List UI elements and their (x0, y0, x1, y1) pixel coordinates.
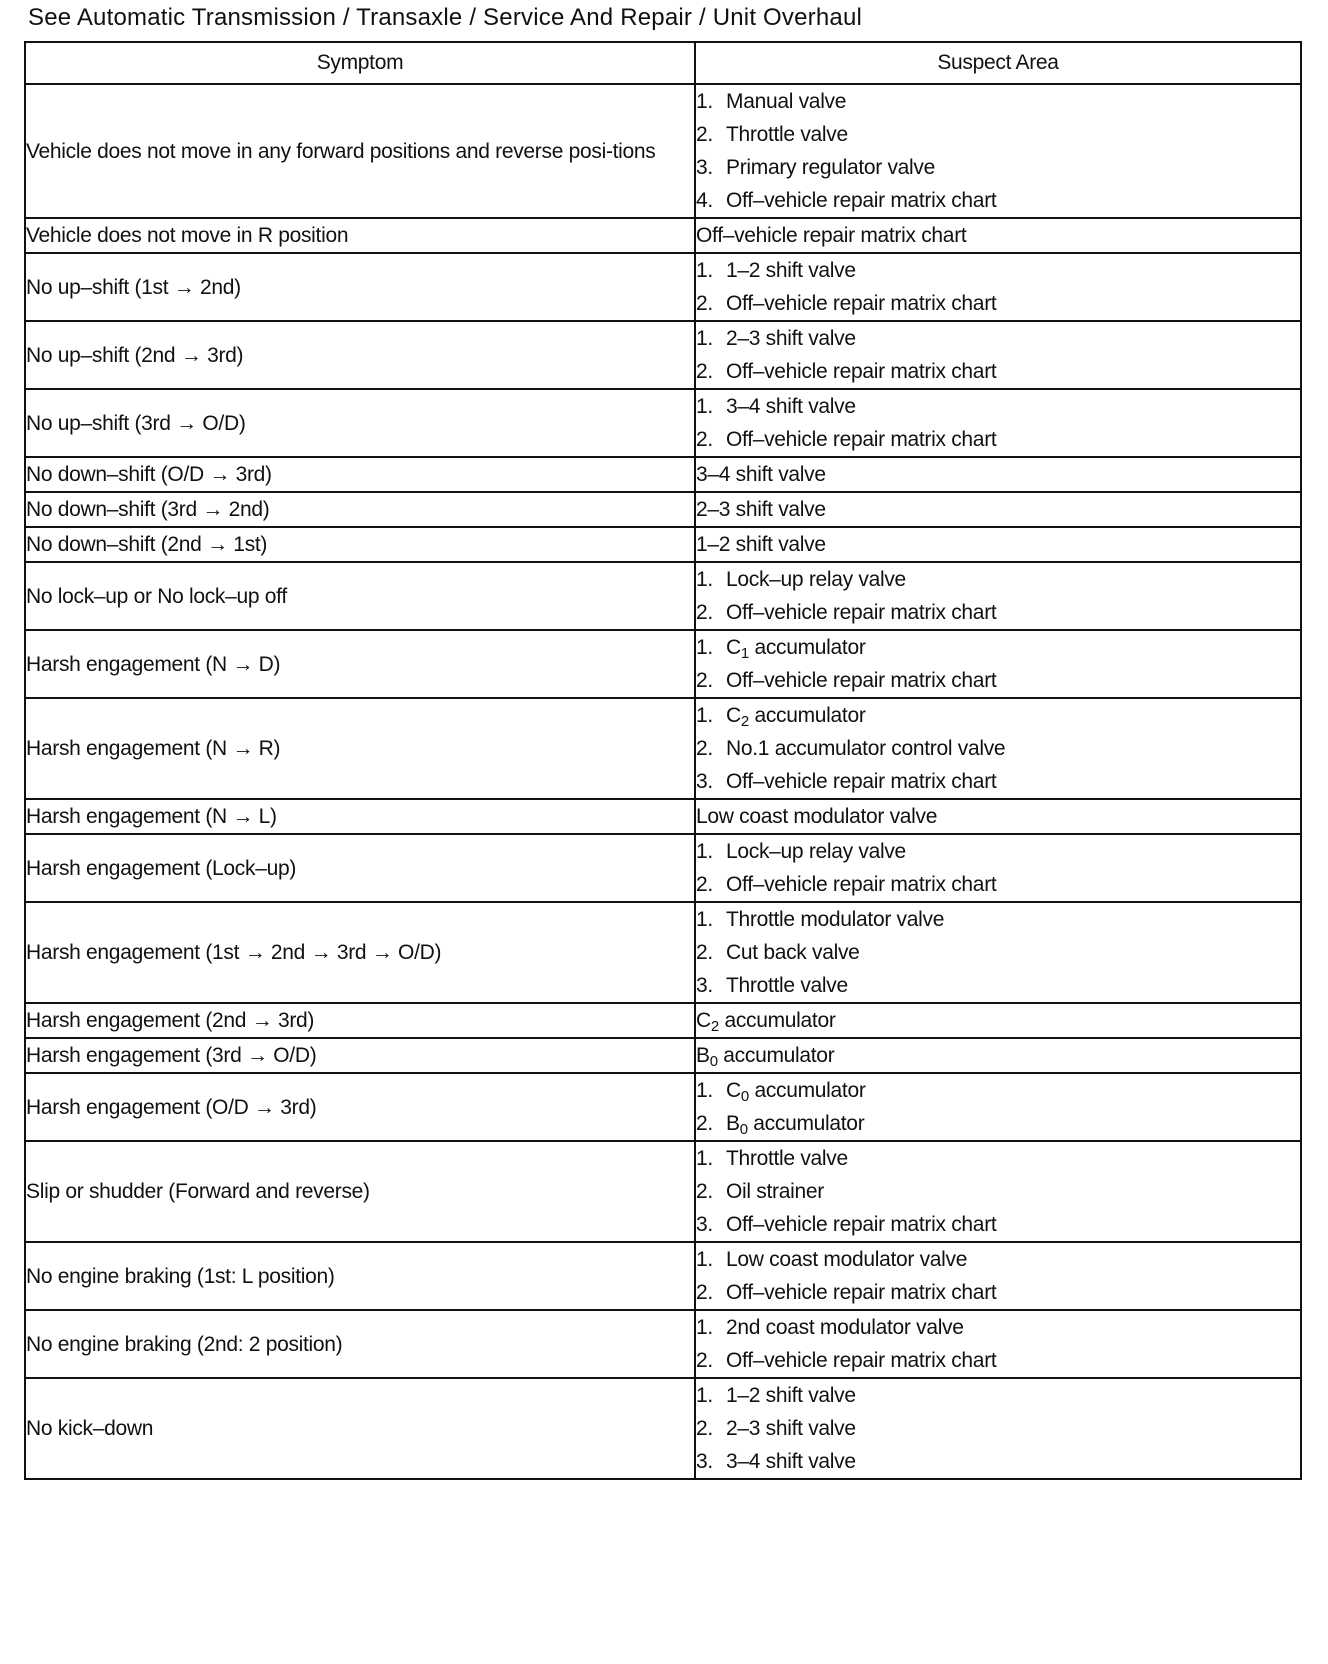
symptom-cell: Harsh engagement (Lock–up) (25, 834, 695, 902)
suspect-item (696, 390, 1300, 423)
suspect-text: Off–vehicle repair matrix chart (726, 669, 997, 692)
symptom-cell: Vehicle does not move in R position (25, 218, 695, 253)
suspect-text: $C_1$ accumulator (726, 636, 866, 662)
suspect-item (696, 1142, 1300, 1175)
suspect-item (696, 596, 1300, 629)
suspect-text: Manual valve (726, 90, 847, 113)
symptom-cell: Harsh engagement (N → L) (25, 799, 695, 834)
item-number: 1. (696, 840, 713, 863)
item-number: 2. (696, 1417, 713, 1440)
suspect-item (696, 118, 1300, 151)
suspect-text: Off–vehicle repair matrix chart (726, 292, 997, 315)
symptom-cell: No up–shift (2nd → 3rd) (25, 321, 695, 389)
suspect-area-column-header: Suspect Area (695, 42, 1301, 84)
suspect-area-cell (695, 1003, 1301, 1038)
suspect-item (696, 1311, 1300, 1344)
item-number: 1. (696, 636, 713, 659)
table-row (25, 698, 1301, 799)
suspect-text: Off–vehicle repair matrix chart (726, 1349, 997, 1372)
item-number: 2. (696, 941, 713, 964)
suspect-text: Lock–up relay valve (726, 568, 906, 591)
table-row (25, 1310, 1301, 1378)
suspect-text: 1–2 shift valve (726, 259, 856, 282)
suspect-text: $C_2$ accumulator (726, 704, 866, 730)
suspect-text: Primary regulator valve (726, 156, 936, 179)
symptom-cell: Harsh engagement (3rd → O/D) (25, 1038, 695, 1073)
item-number: 2. (696, 873, 713, 896)
suspect-text: $B_0$ accumulator (696, 1044, 835, 1070)
suspect-area-cell (695, 1378, 1301, 1479)
suspect-text: Oil strainer (726, 1180, 824, 1203)
symptom-cell: Harsh engagement (1st → 2nd → 3rd → O/D) (25, 902, 695, 1003)
item-number: 2. (696, 292, 713, 315)
suspect-area-cell (695, 562, 1301, 630)
suspect-text: Throttle valve (726, 1147, 848, 1170)
item-number: 3. (696, 974, 713, 997)
suspect-item (696, 287, 1300, 320)
suspect-item (696, 732, 1300, 765)
suspect-item (696, 151, 1300, 184)
item-number: 2. (696, 428, 713, 451)
suspect-text: 1–2 shift valve (696, 533, 826, 556)
suspect-item (696, 835, 1300, 868)
suspect-text: Lock–up relay valve (726, 840, 906, 863)
item-number: 1. (696, 568, 713, 591)
suspect-item (696, 1039, 1300, 1072)
suspect-area-cell (695, 527, 1301, 562)
table-row (25, 389, 1301, 457)
symptom-cell: No lock–up or No lock–up off (25, 562, 695, 630)
table-row (25, 1378, 1301, 1479)
symptom-cell: No up–shift (3rd → O/D) (25, 389, 695, 457)
table-row (25, 1242, 1301, 1310)
symptom-cell: No down–shift (3rd → 2nd) (25, 492, 695, 527)
reference-line: See Automatic Transmission / Transaxle / Service And Repair / Unit Overhaul (28, 4, 863, 31)
table-body (25, 84, 1301, 1479)
item-number: 3. (696, 1450, 713, 1473)
item-number: 1. (696, 90, 713, 113)
suspect-item (696, 1175, 1300, 1208)
suspect-text: 3–4 shift valve (726, 395, 856, 418)
table-row (25, 562, 1301, 630)
item-number: 3. (696, 156, 713, 179)
diagnosis-table (24, 41, 1302, 1480)
table-row (25, 218, 1301, 253)
suspect-item (696, 219, 1300, 252)
suspect-text: Off–vehicle repair matrix chart (726, 1281, 997, 1304)
suspect-area-cell (695, 1141, 1301, 1242)
suspect-item (696, 423, 1300, 456)
item-number: 2. (696, 601, 713, 624)
symptom-cell: Harsh engagement (O/D → 3rd) (25, 1073, 695, 1141)
item-number: 4. (696, 189, 713, 212)
item-number: 1. (696, 704, 713, 727)
suspect-item (696, 563, 1300, 596)
suspect-area-cell (695, 492, 1301, 527)
symptom-column-header: Symptom (25, 42, 695, 84)
item-number: 1. (696, 1384, 713, 1407)
suspect-item (696, 458, 1300, 491)
suspect-item (696, 1276, 1300, 1309)
suspect-item (696, 355, 1300, 388)
symptom-cell: No kick–down (25, 1378, 695, 1479)
suspect-item (696, 1074, 1300, 1107)
item-number: 1. (696, 327, 713, 350)
suspect-area-cell (695, 1038, 1301, 1073)
item-number: 3. (696, 770, 713, 793)
table-row (25, 834, 1301, 902)
suspect-area-cell (695, 321, 1301, 389)
suspect-item (696, 631, 1300, 664)
suspect-item (696, 493, 1300, 526)
suspect-area-cell (695, 457, 1301, 492)
table-row (25, 1003, 1301, 1038)
suspect-area-cell (695, 218, 1301, 253)
suspect-text: $C_0$ accumulator (726, 1079, 866, 1105)
suspect-item (696, 1379, 1300, 1412)
suspect-item (696, 1004, 1300, 1037)
suspect-text: Throttle valve (726, 974, 848, 997)
symptom-cell: No down–shift (2nd → 1st) (25, 527, 695, 562)
suspect-area-cell (695, 698, 1301, 799)
suspect-item (696, 903, 1300, 936)
item-number: 1. (696, 1147, 713, 1170)
suspect-text: $C_2$ accumulator (696, 1009, 836, 1035)
table-row (25, 799, 1301, 834)
table-header-row (25, 42, 1301, 84)
item-number: 2. (696, 1112, 713, 1135)
item-number: 1. (696, 1248, 713, 1271)
suspect-item (696, 800, 1300, 833)
table-row (25, 492, 1301, 527)
suspect-area-cell (695, 834, 1301, 902)
suspect-text: No.1 accumulator control valve (726, 737, 1006, 760)
item-number: 2. (696, 360, 713, 383)
item-number: 1. (696, 908, 713, 931)
symptom-cell: Vehicle does not move in any forward positions and reverse posi-tions (25, 84, 695, 218)
suspect-text: Off–vehicle repair matrix chart (726, 360, 997, 383)
suspect-text: Cut back valve (726, 941, 860, 964)
suspect-item (696, 85, 1300, 118)
symptom-cell: Slip or shudder (Forward and reverse) (25, 1141, 695, 1242)
suspect-text: Low coast modulator valve (696, 805, 938, 828)
suspect-item (696, 664, 1300, 697)
item-number: 3. (696, 1213, 713, 1236)
suspect-text: Throttle modulator valve (726, 908, 945, 931)
table-row (25, 253, 1301, 321)
table-row (25, 84, 1301, 218)
item-number: 2. (696, 669, 713, 692)
suspect-area-cell (695, 84, 1301, 218)
item-number: 2. (696, 1281, 713, 1304)
table-row (25, 527, 1301, 562)
suspect-item (696, 322, 1300, 355)
suspect-item (696, 1208, 1300, 1241)
table-row (25, 457, 1301, 492)
table-row (25, 1141, 1301, 1242)
suspect-item (696, 1445, 1300, 1478)
symptom-cell: Harsh engagement (2nd → 3rd) (25, 1003, 695, 1038)
suspect-item (696, 699, 1300, 732)
suspect-item (696, 184, 1300, 217)
suspect-area-cell (695, 253, 1301, 321)
suspect-item (696, 936, 1300, 969)
suspect-text: Off–vehicle repair matrix chart (726, 770, 997, 793)
suspect-item (696, 765, 1300, 798)
suspect-text: 3–4 shift valve (726, 1450, 856, 1473)
suspect-text: 3–4 shift valve (696, 463, 826, 486)
suspect-item (696, 1107, 1300, 1140)
suspect-item (696, 528, 1300, 561)
symptom-cell: No up–shift (1st → 2nd) (25, 253, 695, 321)
suspect-text: 2–3 shift valve (726, 1417, 856, 1440)
suspect-text: 2–3 shift valve (726, 327, 856, 350)
suspect-area-cell (695, 902, 1301, 1003)
suspect-text: 2nd coast modulator valve (726, 1316, 964, 1339)
table-row (25, 321, 1301, 389)
item-number: 1. (696, 1079, 713, 1102)
item-number: 1. (696, 1316, 713, 1339)
suspect-text: Off–vehicle repair matrix chart (696, 224, 967, 247)
item-number: 1. (696, 395, 713, 418)
item-number: 1. (696, 259, 713, 282)
symptom-cell: No engine braking (2nd: 2 position) (25, 1310, 695, 1378)
symptom-cell: Harsh engagement (N → D) (25, 630, 695, 698)
suspect-text: 1–2 shift valve (726, 1384, 856, 1407)
suspect-text: Off–vehicle repair matrix chart (726, 601, 997, 624)
suspect-item (696, 254, 1300, 287)
suspect-text: 2–3 shift valve (696, 498, 826, 521)
symptom-cell: Harsh engagement (N → R) (25, 698, 695, 799)
table-row (25, 1073, 1301, 1141)
symptom-cell: No engine braking (1st: L position) (25, 1242, 695, 1310)
suspect-text: Low coast modulator valve (726, 1248, 968, 1271)
item-number: 2. (696, 737, 713, 760)
suspect-item (696, 1412, 1300, 1445)
suspect-area-cell (695, 1310, 1301, 1378)
table-row (25, 902, 1301, 1003)
suspect-item (696, 969, 1300, 1002)
suspect-text: Off–vehicle repair matrix chart (726, 1213, 997, 1236)
item-number: 2. (696, 123, 713, 146)
suspect-item (696, 1344, 1300, 1377)
symptom-cell: No down–shift (O/D → 3rd) (25, 457, 695, 492)
table-row (25, 1038, 1301, 1073)
suspect-area-cell (695, 799, 1301, 834)
suspect-text: Throttle valve (726, 123, 848, 146)
item-number: 2. (696, 1180, 713, 1203)
suspect-text: Off–vehicle repair matrix chart (726, 189, 997, 212)
suspect-text: Off–vehicle repair matrix chart (726, 428, 997, 451)
suspect-item (696, 1243, 1300, 1276)
suspect-text: $B_0$ accumulator (726, 1112, 865, 1138)
suspect-area-cell (695, 1073, 1301, 1141)
suspect-item (696, 868, 1300, 901)
suspect-text: Off–vehicle repair matrix chart (726, 873, 997, 896)
item-number: 2. (696, 1349, 713, 1372)
suspect-area-cell (695, 389, 1301, 457)
suspect-area-cell (695, 1242, 1301, 1310)
table-row (25, 630, 1301, 698)
suspect-area-cell (695, 630, 1301, 698)
